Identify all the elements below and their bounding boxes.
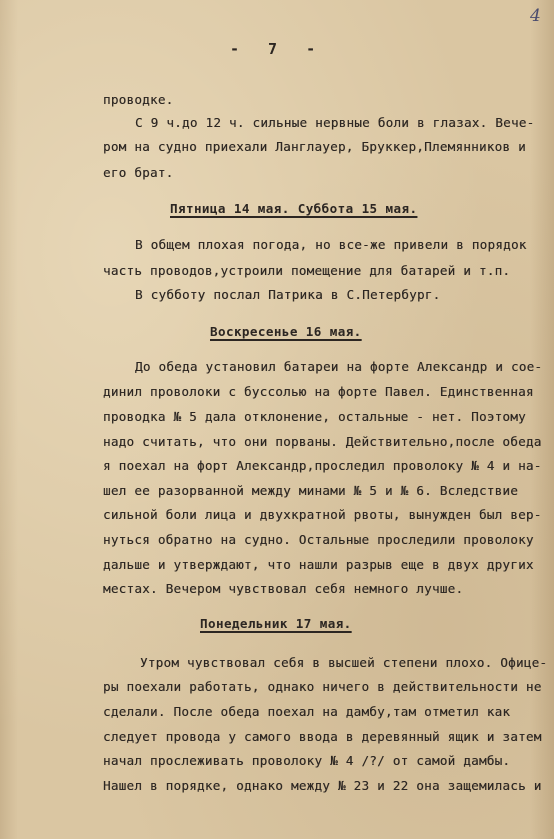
- text-line: До обеда установил батареи на форте Александр и сое-: [135, 359, 543, 374]
- text-line: дальше и утверждают, что нашли разрыв еще в двух других: [103, 557, 534, 572]
- page-number: - 7 -: [230, 40, 326, 58]
- text-line: проводке.: [103, 92, 174, 107]
- text-line: ры поехали работать, однако ничего в действительности не: [103, 679, 542, 694]
- text-line: ром на судно приехали Ланглауер, Бруккер,Племянников и: [103, 139, 526, 154]
- section-heading: Понедельник 17 мая.: [200, 616, 352, 631]
- text-line: его брат.: [103, 165, 174, 180]
- text-line: начал прослеживать проволоку № 4 /?/ от самой дамбы.: [103, 753, 511, 768]
- text-line: сделали. После обеда поехал на дамбу,там отметил как: [103, 704, 511, 719]
- text-line: надо считать, что они порваны. Действительно,после обеда: [103, 434, 542, 449]
- folio-number: 4: [530, 6, 541, 26]
- text-line: С 9 ч.до 12 ч. сильные нервные боли в глазах. Вече-: [135, 115, 535, 130]
- text-line: проводка № 5 дала отклонение, остальные - нет. Поэтому: [103, 409, 526, 424]
- text-line: следует провода у самого ввода в деревянный ящик и затем: [103, 729, 542, 744]
- text-line: динил проволоки с буссолью на форте Павел. Единственная: [103, 384, 534, 399]
- text-line: шел ее разорванной между минами № 5 и № 6. Вследствие: [103, 483, 519, 498]
- section-heading: Воскресенье 16 мая.: [210, 324, 362, 339]
- section-heading: Пятница 14 мая. Суббота 15 мая.: [170, 201, 418, 216]
- text-line: я поехал на форт Александр,проследил проволоку № 4 и на-: [103, 458, 542, 473]
- text-line: В субботу послал Патрика в С.Петербург.: [135, 287, 441, 302]
- text-line: Нашел в порядке, однако между № 23 и 22 она защемилась и: [103, 778, 542, 793]
- text-line: часть проводов,устроили помещение для батарей и т.п.: [103, 263, 511, 278]
- text-line: сильной боли лица и двухкратной рвоты, вынужден был вер-: [103, 507, 542, 522]
- text-line: нуться обратно на судно. Остальные проследили проволоку: [103, 532, 534, 547]
- text-line: В общем плохая погода, но все-же привели в порядок: [135, 237, 527, 252]
- text-line: Утром чувствовал себя в высшей степени плохо. Офице-: [140, 655, 548, 670]
- text-line: местах. Вечером чувствовал себя немного лучше.: [103, 581, 464, 596]
